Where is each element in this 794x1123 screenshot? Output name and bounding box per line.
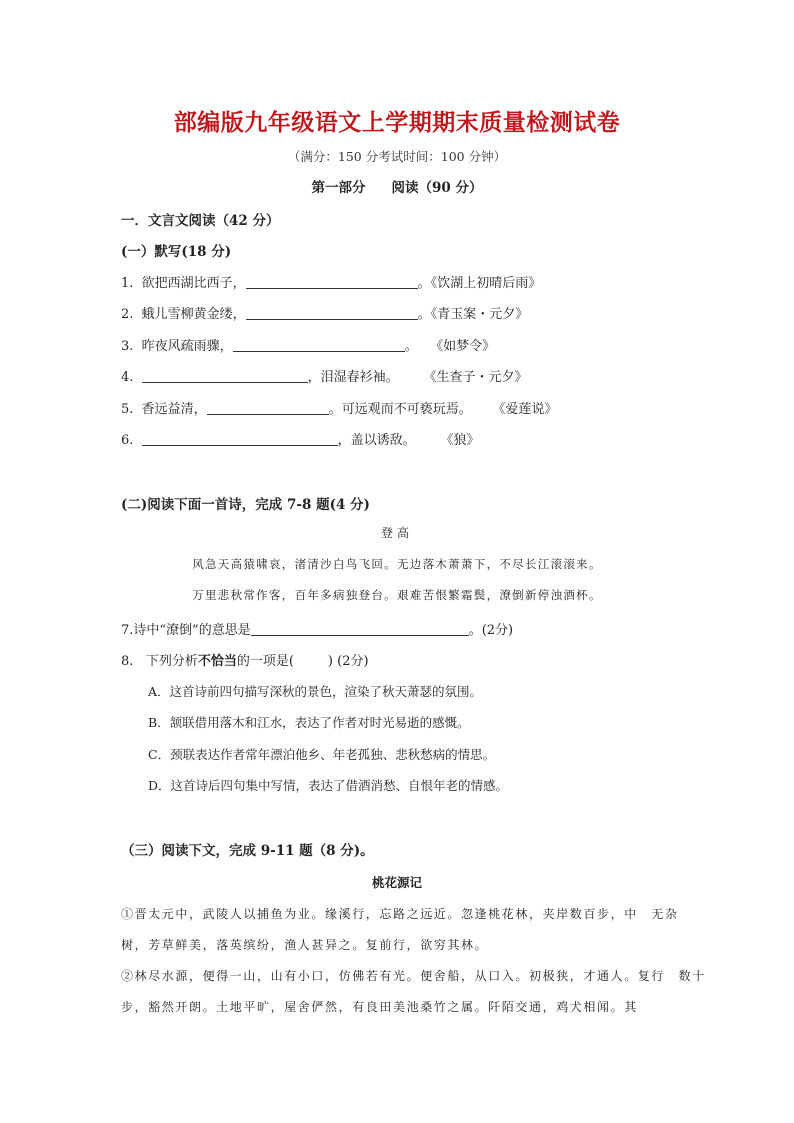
question-text: 的一项是( <box>236 654 294 669</box>
source-title: 《青玉案・元夕》 <box>430 307 529 322</box>
question-number: 3. <box>121 339 134 354</box>
question-number: 1. <box>121 276 134 291</box>
source-title: 《生查子・元夕》 <box>423 370 528 385</box>
answer-blank[interactable] <box>142 369 308 383</box>
emphasis-text: 不恰当 <box>197 654 237 669</box>
poem-line: 万里悲秋常作客，百年多病独登台。艰难苦恨繁霜鬓，潦倒新停浊酒杯。 <box>192 588 602 602</box>
question-number: 2. <box>121 307 134 322</box>
essay-line: ①晋太元中，武陵人以捕鱼为业。缘溪行，忘路之远近。忽逢桃花林，夹岸数百步，中 无杂 <box>121 907 679 921</box>
question-text: 欲把西湖比西子， <box>141 276 246 291</box>
exam-title: 部编版九年级语文上学期期末质量检测试卷 <box>173 110 621 136</box>
essay-line: 步，豁然开朗。土地平旷，屋舍俨然，有良田美池桑竹之属。阡陌交通，鸡犬相闻。其 <box>121 1000 638 1014</box>
question-4 <box>121 366 528 385</box>
option-c: C．颈联表达作者常年漂泊他乡、年老孤独、悲秋愁病的情思。 <box>148 747 496 762</box>
source-title: 《狼》 <box>440 433 480 448</box>
section3-heading: （三）阅读下文，完成 9-11 题（8 分)。 <box>121 843 374 859</box>
question-text: ) (2分) <box>327 654 369 669</box>
option-d: D．这首诗后四句集中写情，表达了借酒消愁、自恨年老的情感。 <box>148 778 509 793</box>
question-1 <box>121 272 541 291</box>
question-number: 5. <box>121 402 134 417</box>
essay-title: 桃花源记 <box>371 875 422 890</box>
option-a: A．这首诗前四句描写深秋的景色，渲染了秋天萧瑟的氛围。 <box>148 684 483 699</box>
question-text: 下列分析 <box>145 654 198 669</box>
question-text: 。 <box>417 276 431 291</box>
source-title: 《爱莲说》 <box>492 402 558 417</box>
question-text: ，泪湿春衫袖。 <box>307 370 399 385</box>
section1-heading: 一．文言文阅读（42 分） <box>121 213 280 229</box>
question-3 <box>121 335 495 354</box>
part-label: 第一部分 <box>311 180 366 196</box>
section2-heading: (二)阅读下面一首诗，完成 7-8 题(4 分) <box>121 497 370 513</box>
answer-blank[interactable] <box>233 338 405 352</box>
poem-line: 风急天高猿啸哀，渚清沙白鸟飞回。无边落木萧萧下，不尽长江滚滚来。 <box>192 557 602 571</box>
answer-blank[interactable] <box>246 306 418 320</box>
question-2 <box>121 303 528 322</box>
question-number: 6. <box>121 433 134 448</box>
answer-blank[interactable] <box>251 622 469 636</box>
question-8 <box>121 650 369 669</box>
question-text: 。(2分) <box>468 623 514 638</box>
question-number: 8. <box>121 654 134 669</box>
question-5 <box>121 398 557 417</box>
answer-blank[interactable] <box>246 275 418 289</box>
question-text: 。可远观而不可亵玩焉。 <box>328 402 472 417</box>
question-text: 蛾儿雪柳黄金缕， <box>141 307 246 322</box>
essay-line: 树，芳草鲜美，落英缤纷，渔人甚异之。复前行，欲穷其林。 <box>121 938 489 952</box>
question-text: ，盖以诱敌。 <box>337 433 416 448</box>
question-text: 香远益清， <box>141 402 207 417</box>
essay-line: ②林尽水源，便得一山，山有小口，仿佛若有光。便舍船，从口入。初极狭，才通人。复行 数十 <box>121 969 706 983</box>
source-title: 《如梦令》 <box>430 339 496 354</box>
question-text: 。 <box>417 307 431 322</box>
option-b: B．颔联借用落木和江水，表达了作者对时光易逝的感慨。 <box>148 715 470 730</box>
answer-blank[interactable] <box>207 401 329 415</box>
question-7 <box>121 619 513 638</box>
question-text: 7.诗中“潦倒”的意思是 <box>121 623 251 638</box>
question-text: 昨夜风疏雨骤， <box>141 339 233 354</box>
question-6 <box>121 429 480 448</box>
poem-title: 登高 <box>380 526 413 540</box>
part-name: 阅读（90 分） <box>391 180 483 196</box>
source-title: 《饮湖上初晴后雨》 <box>430 276 542 291</box>
part-heading <box>0 176 794 196</box>
answer-blank[interactable] <box>142 432 338 446</box>
question-number: 4. <box>121 370 134 385</box>
exam-subtitle: （满分：150 分考试时间：100 分钟） <box>287 149 507 164</box>
section1-subheading: (一）默写(18 分) <box>121 244 232 260</box>
question-text: 。 <box>404 339 418 354</box>
